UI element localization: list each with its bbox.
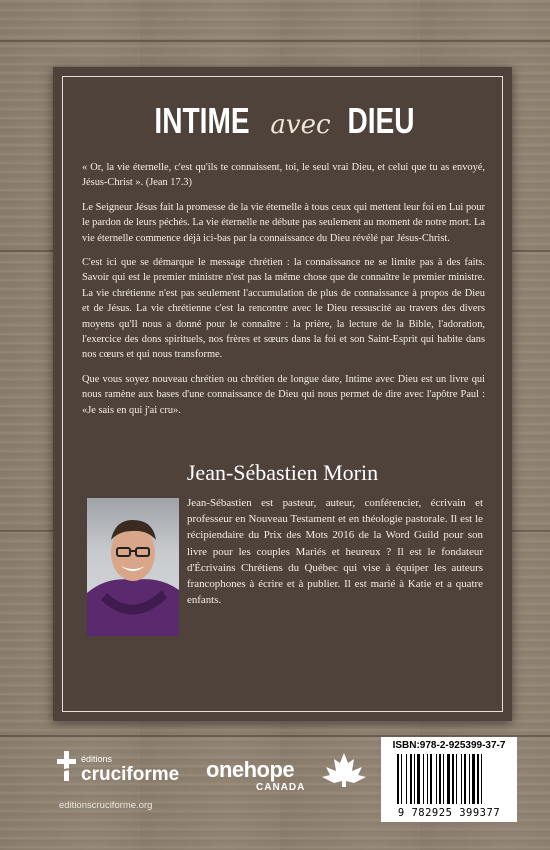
barcode — [381, 737, 517, 822]
cross-icon — [56, 749, 78, 783]
wood-plank-seam — [0, 40, 550, 42]
title-word-avec: avec — [270, 110, 331, 140]
description-paragraph: Le Seigneur Jésus fait la promesse de la vie éternelle à tous ceux qui mettent leur foi en Lui pour le pardon de leurs péchés. La vie éternelle ne débute pas seulement au moment de notre mort. La vie éternelle commence déjà ici-bas par la connaissance du Dieu révélé par Jésus-Christ. — [82, 201, 485, 244]
description-paragraph: Que vous soyez nouveau chrétien ou chrétien de longue date, Intime avec Dieu est un livre qui nous ramène aux bases d'une connaissance de Dieu qui nous permet de dire avec l'apôtre Paul : «Je sais en qui j'ai cru». — [82, 373, 485, 416]
partner-country: CANADA — [256, 782, 306, 793]
barcode-digits: 9 782925 399377 — [397, 807, 501, 819]
title-word-dieu: DIEU — [347, 100, 415, 141]
partner-logo — [206, 757, 306, 793]
author-name: Jean-Sébastien Morin — [186, 460, 379, 485]
title-word-intime: INTIME — [154, 100, 250, 141]
isbn-label: ISBN:978-2-925399-37-7 — [392, 740, 506, 751]
description-paragraph: C'est ici que se démarque le message chrétien : la connaissance ne se limite pas à des faits. Savoir qui est le premier ministre n'est pas la même chose que de connaître le premier ministre. La vie chrétienne n'est pas seulement l'accumulation de plus de connaissance à propos de Dieu et de Jésus. La vie chrétienne c'est la rencontre avec le Dieu ressuscité au travers des divers moyens qu'Il nous a donné pour le connaître : la prière, la lecture de la Bible, l'adoration, l'exercice des dons spirituels, nos frères et sœurs dans la foi et son Saint-Esprit qui habite dans nos cœurs et qui nous transforme. — [82, 257, 485, 361]
maple-leaf-icon — [318, 751, 370, 787]
bible-quote: « Or, la vie éternelle, c'est qu'ils te connaissent, toi, le seul vrai Dieu, et celui que tu as envoyé, Jésus-Christ ». (Jean 17.3) — [82, 162, 485, 189]
author-bio: Jean-Sébastien est pasteur, auteur, conférencier, écrivain et professeur en Nouveau Testament et en théologie pastorale. Il est le récipiendaire du Prix des Mots 2016 de la Word Guild pour son livre pour les couples Mariés et heureux ? Il est le fondateur d'Écrivains Chrétiens du Québec qui vise à équiper les auteurs francophones à écrire et à publier. Il est marié à Katie et a quatre enfants. — [187, 497, 483, 607]
publisher-website: editionscruciforme.org — [59, 800, 153, 811]
partner-name: onehope — [206, 757, 295, 782]
publisher-name: cruciforme — [81, 764, 180, 785]
book-title — [53, 100, 512, 142]
back-cover-panel — [53, 67, 512, 721]
author-photo — [87, 498, 179, 636]
barcode-bars — [397, 754, 501, 804]
cover-description — [82, 160, 485, 427]
publisher-editions: éditions — [81, 754, 113, 764]
